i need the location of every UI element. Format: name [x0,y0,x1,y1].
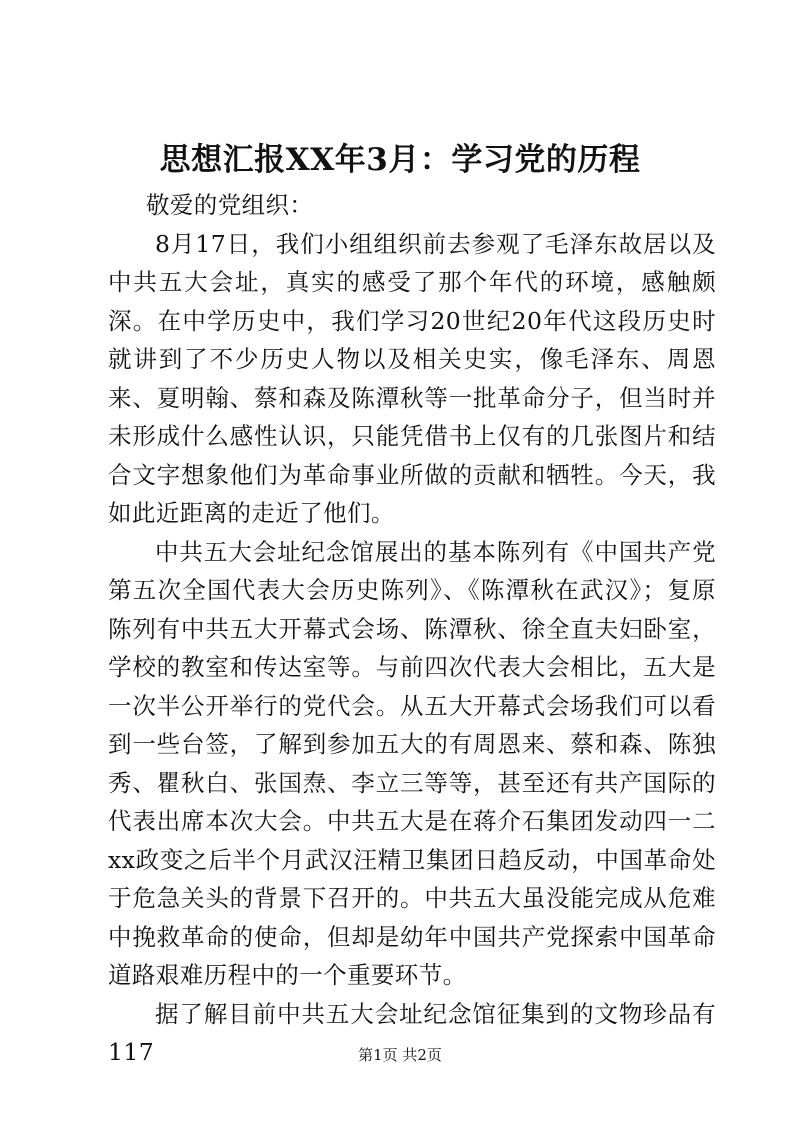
paragraph-1: 8月17日，我们小组组织前去参观了毛泽东故居以及中共五大会址，真实的感受了那个年代的环境，感触颇深。在中学历史中，我们学习20世纪20年代这段历史时就讲到了不少历史人物以及相关史实，像毛泽东、周恩来、夏明翰、蔡和森及陈潭秋等一批革命分子，但当时并未形成什么感性认识，只能凭借书上仅有的几张图片和结合文字想象他们为革命事业所做的贡献和牺牲。今天，我如此近距离的走近了他们。 [108,229,716,527]
salutation: 敬爱的党组织： [146,191,314,219]
document-title: 思想汇报XX年3月：学习党的历程 [159,142,641,178]
paragraph-3: 据了解目前中共五大会址纪念馆征集到的文物珍品有117 [108,999,716,1066]
document-body [108,186,716,1072]
page-number-footer: 第1页 共2页 [358,1046,442,1064]
paragraph-2: 中共五大会址纪念馆展出的基本陈列有《中国共产党第五次全国代表大会历史陈列》、《陈潭秋在武汉》；复原陈列有中共五大开幕式会场、陈潭秋、徐全直夫妇卧室，学校的教室和传达室等。与前四次代表大会相比，五大是一次半公开举行的党代会。从五大开幕式会场我们可以看到一些台签，了解到参加五大的有周恩来、蔡和森、陈独秀、瞿秋白、张国焘、李立三等等，甚至还有共产国际的代表出席本次大会。中共五大是在蒋介石集团发动四一二xx政变之后半个月武汉汪精卫集团日趋反动，中国革命处于危急关头的背景下召开的。中共五大虽没能完成从危难中挽救革命的使命，但却是幼年中国共产党探索中国革命道路艰难历程中的一个重要环节。 [108,537,716,989]
